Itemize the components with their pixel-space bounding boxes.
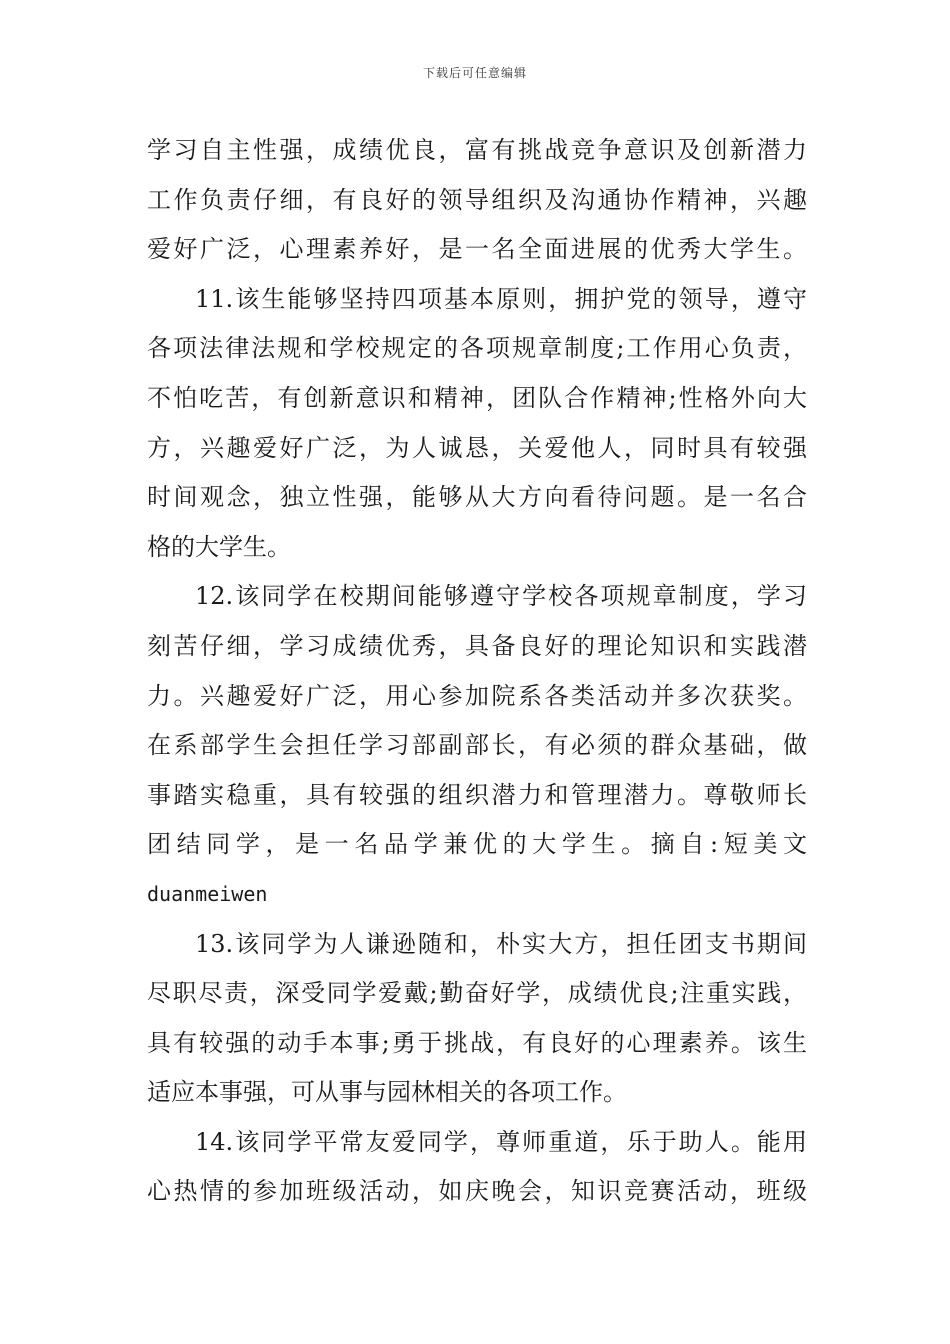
paragraph-line: 方，兴趣爱好广泛，为人诚恳，关爱他人，同时具有较强 bbox=[147, 433, 807, 462]
paragraph-line: 工作负责仔细，有良好的领导组织及沟通协作精神，兴趣 bbox=[147, 185, 807, 214]
paragraph-line: 心热情的参加班级活动，如庆晚会，知识竞赛活动，班级 bbox=[147, 1177, 807, 1206]
paragraph-line: 各项法律法规和学校规定的各项规章制度;工作用心负责， bbox=[147, 334, 807, 363]
page-header: 下载后可任意编辑 bbox=[422, 66, 527, 80]
paragraph-line: 学习自主性强，成绩优良，富有挑战竞争意识及创新潜力 bbox=[147, 136, 807, 164]
paragraph-line: 刻苦仔细，学习成绩优秀，具备良好的理论知识和实践潜 bbox=[147, 631, 807, 660]
paragraph-line: 格的大学生。 bbox=[147, 532, 291, 561]
paragraph-line: 11.该生能够坚持四项基本原则，拥护党的领导，遵守 bbox=[195, 284, 807, 313]
paragraph-line: 12.该同学在校期间能够遵守学校各项规章制度，学习 bbox=[195, 582, 807, 611]
paragraph-line: 爱好广泛，心理素养好，是一名全面进展的优秀大学生。 bbox=[147, 235, 807, 264]
paragraph-line: 适应本事强，可从事与园林相关的各项工作。 bbox=[147, 1078, 627, 1107]
paragraph-line: 在系部学生会担任学习部副部长，有必须的群众基础，做 bbox=[147, 731, 807, 760]
paragraph-line: 具有较强的动手本事;勇于挑战，有良好的心理素养。该生 bbox=[147, 1028, 807, 1057]
document-body bbox=[147, 126, 807, 1217]
paragraph-line: 14.该同学平常友爱同学，尊师重道，乐于助人。能用 bbox=[195, 1127, 807, 1156]
paragraph-line: 团结同学，是一名品学兼优的大学生。摘自:短美文 bbox=[147, 830, 807, 859]
paragraph-line: 13.该同学为人谦逊随和，朴实大方，担任团支书期间 bbox=[195, 929, 807, 958]
paragraph-line: duanmeiwen bbox=[147, 881, 268, 906]
paragraph-line: 事踏实稳重，具有较强的组织潜力和管理潜力。尊敬师长 bbox=[147, 780, 807, 809]
paragraph-line: 不怕吃苦，有创新意识和精神，团队合作精神;性格外向大 bbox=[147, 383, 807, 412]
paragraph-line: 力。兴趣爱好广泛，用心参加院系各类活动并多次获奖。 bbox=[147, 681, 807, 710]
paragraph-line: 尽职尽责，深受同学爱戴;勤奋好学，成绩优良;注重实践， bbox=[147, 979, 807, 1008]
paragraph-line: 时间观念，独立性强，能够从大方向看待问题。是一名合 bbox=[147, 483, 807, 512]
